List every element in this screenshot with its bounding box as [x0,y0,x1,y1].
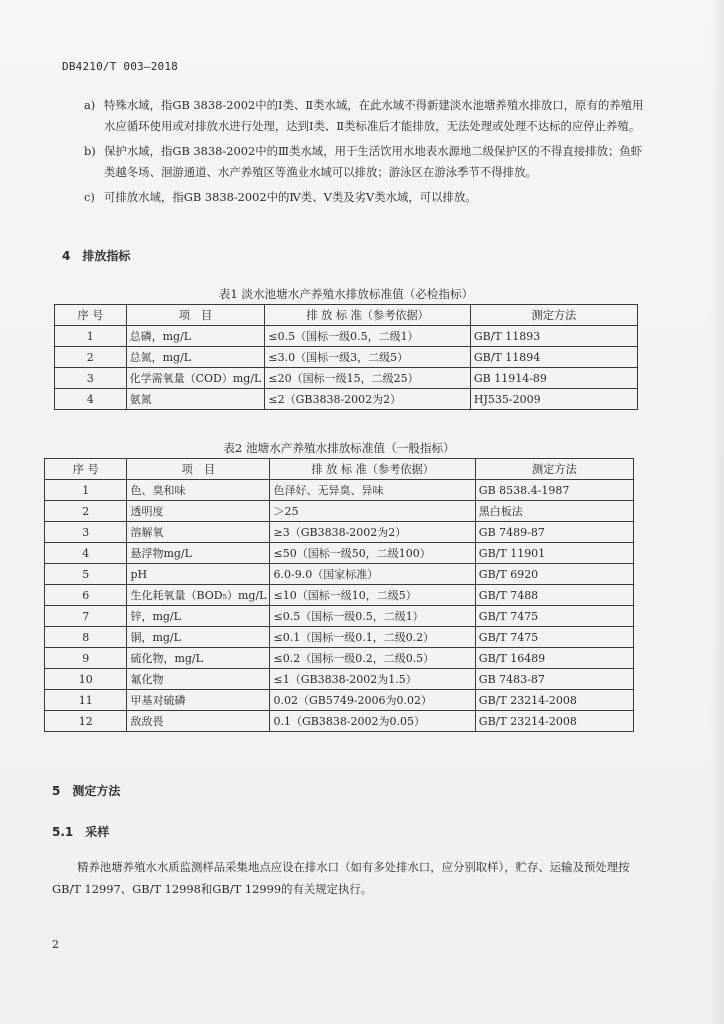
table-row [45,585,634,606]
header-cell: 项 目 [127,459,270,480]
table-cell: ≤2（GB3838-2002为2） [265,389,471,410]
table-cell: 1 [55,326,127,347]
list-item [84,95,644,137]
list-marker: a) [84,98,96,112]
table-cell: GB/T 23214-2008 [475,711,633,732]
list-text: 特殊水域，指GB 3838-2002中的Ⅰ类、Ⅱ类水域，在此水域不得新建淡水池塘养殖水排放口，原有的养殖用水应循环使用或对排放水进行处理，达到Ⅰ类、Ⅱ类标准后才能排放，无法处理或处理不达标的应停止养殖。 [104,98,644,133]
table-row [45,669,634,690]
table-row [45,627,634,648]
table-cell: GB 7489-87 [475,522,633,543]
table-cell: 硫化物，mg/L [127,648,270,669]
table-cell: 铜，mg/L [127,627,270,648]
list-marker: c) [84,190,95,204]
table-cell: ≤0.2（国标一级0.2，二级0.5） [270,648,475,669]
table-row [55,326,638,347]
table-cell: 0.1（GB3838-2002为0.05） [270,711,475,732]
header-cell: 测定方法 [470,305,637,326]
table-cell: 12 [45,711,127,732]
table-cell: GB/T 6920 [475,564,633,585]
table-cell: ≥3（GB3838-2002为2） [270,522,475,543]
table-cell: 总磷，mg/L [126,326,265,347]
table-row [45,648,634,669]
table-cell: GB/T 11893 [470,326,637,347]
table-cell: GB/T 7475 [475,627,633,648]
table-cell: ≤10（国标一级10，二级5） [270,585,475,606]
section-5-heading: 5 测定方法 [52,784,121,798]
table-cell: 总氮，mg/L [126,347,265,368]
table-cell: 甲基对硫磷 [127,690,270,711]
table-cell: 溶解氧 [127,522,270,543]
table-row [45,711,634,732]
table-row [55,389,638,410]
list-text: 保护水域，指GB 3838-2002中的Ⅲ类水域，用于生活饮用水地表水源地二级保护区的不得直接排放；鱼虾类越冬场、洄游通道、水产养殖区等渔业水域可以排放；游泳区在游泳季节不得排放。 [104,144,643,179]
table-cell: 7 [45,606,127,627]
table-row [45,564,634,585]
table-cell: 3 [45,522,127,543]
table-header-row [45,459,634,480]
section-5-1-heading: 5.1 采样 [52,825,110,839]
table-cell: GB 11914-89 [470,368,637,389]
table-cell: 3 [55,368,127,389]
table-cell: ≤0.5（国标一级0.5，二级1） [265,326,471,347]
table-cell: GB/T 7475 [475,606,633,627]
table-cell: ≤20（国标一级15，二级25） [265,368,471,389]
table-cell: 化学需氧量（COD）mg/L [126,368,265,389]
table2 [44,458,634,732]
table-cell: 锌，mg/L [127,606,270,627]
header-cell: 序 号 [45,459,127,480]
list-text: 可排放水域，指GB 3838-2002中的Ⅳ类、Ⅴ类及劣Ⅴ类水域，可以排放。 [104,190,477,204]
table-cell: 6.0-9.0（国家标准） [270,564,475,585]
table-cell: GB/T 11894 [470,347,637,368]
table-header-row [55,305,638,326]
table-cell: ≤50（国标一级50，二级100） [270,543,475,564]
table-cell: ≤0.5（国标一级0.5，二级1） [270,606,475,627]
table-cell: ≤3.0（国标一级3，二级5） [265,347,471,368]
list-marker: b) [84,144,96,158]
table-row [45,690,634,711]
header-cell: 项 目 [126,305,265,326]
table-cell: 黑白板法 [475,501,633,522]
table-cell: 10 [45,669,127,690]
table-cell: 色泽好、无异臭、异味 [270,480,475,501]
section-4-heading: 4 排放指标 [62,249,131,263]
doc-code-header: DB4210/T 003—2018 [62,60,178,73]
table-cell: 11 [45,690,127,711]
table-cell: GB/T 7488 [475,585,633,606]
table-cell: 氨氮 [126,389,265,410]
table-cell: 0.02（GB5749-2006为0.02） [270,690,475,711]
table-row [55,347,638,368]
water-area-list [84,95,644,212]
table-cell: 4 [55,389,127,410]
table-row [45,543,634,564]
table-cell: 9 [45,648,127,669]
table-cell: 5 [45,564,127,585]
table-cell: 悬浮物mg/L [127,543,270,564]
table-cell: 色、臭和味 [127,480,270,501]
table-row [45,606,634,627]
table-cell: HJ535-2009 [470,389,637,410]
table-cell: 8 [45,627,127,648]
table-cell: 2 [45,501,127,522]
table-cell: 氟化物 [127,669,270,690]
table-cell: 6 [45,585,127,606]
table-cell: 1 [45,480,127,501]
page-edge-shadow [710,0,724,1024]
table-cell: GB/T 16489 [475,648,633,669]
table-cell: 2 [55,347,127,368]
table-row [45,522,634,543]
header-cell: 排 放 标 准（参考依据） [265,305,471,326]
table-cell: GB/T 23214-2008 [475,690,633,711]
page-number: 2 [52,938,59,951]
table-cell: ＞25 [270,501,475,522]
table-cell: ≤0.1（国标一级0.1，二级0.2） [270,627,475,648]
table-cell: 4 [45,543,127,564]
sampling-paragraph: 精养池塘养殖水水质监测样品采集地点应设在排水口（如有多处排水口，应分别取样），贮存、运输及预处理按GB/T 12997、GB/T 12998和GB/T 12999的有关规定执行。 [52,860,630,896]
table-cell: GB/T 11901 [475,543,633,564]
table-cell: pH [127,564,270,585]
table-cell: 透明度 [127,501,270,522]
list-item [84,187,644,208]
header-cell: 序 号 [55,305,127,326]
table-cell: GB 8538.4-1987 [475,480,633,501]
header-cell: 排 放 标 准（参考依据） [270,459,475,480]
list-item [84,141,644,183]
table-cell: ≤1（GB3838-2002为1.5） [270,669,475,690]
table-cell: 生化耗氧量（BOD₅）mg/L [127,585,270,606]
table-cell: 敌敌畏 [127,711,270,732]
table-row [55,368,638,389]
table-row [45,480,634,501]
table1-caption: 表1 淡水池塘水产养殖水排放标准值（必检指标） [218,287,474,301]
header-cell: 测定方法 [475,459,633,480]
table-cell: GB 7483-87 [475,669,633,690]
table1 [54,304,638,410]
table-row [45,501,634,522]
table2-caption: 表2 池塘水产养殖水排放标准值（一般指标） [223,441,455,455]
